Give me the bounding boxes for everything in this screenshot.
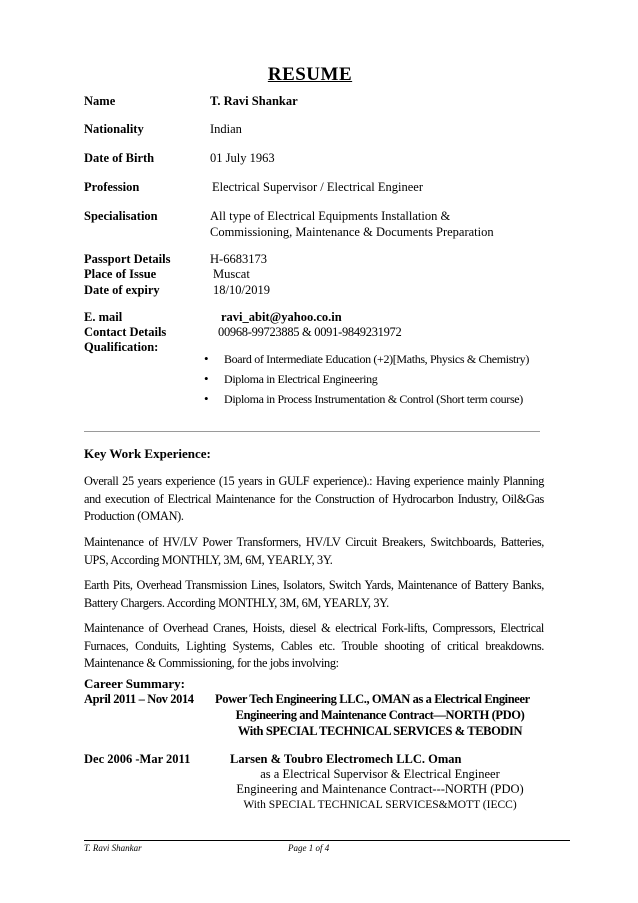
career-summary-heading: Career Summary: bbox=[84, 676, 185, 691]
experience-paragraph: Maintenance of Overhead Cranes, Hoists, diesel & electrical Fork-lifts, Compressors, Electrical Furnaces, Conduits, Lighting Systems, Cables etc. Trouble shooting of critical breakdowns. Maintenance & Commissioning, for the jobs involving: bbox=[84, 621, 544, 670]
contact-value: 00968-99723885 & 0091-9849231972 bbox=[218, 325, 402, 339]
place-of-issue-value: Muscat bbox=[213, 267, 250, 281]
qualification-item: • Board of Intermediate Education (+2)[Maths, Physics & Chemistry) bbox=[204, 352, 529, 372]
email-value: ravi_abit@yahoo.co.in bbox=[221, 310, 342, 324]
qualification-list bbox=[204, 352, 529, 412]
nationality-value: Indian bbox=[210, 122, 242, 136]
profession-label: Profession bbox=[84, 180, 140, 194]
qualification-item: • Diploma in Process Instrumentation & Control (Short term course) bbox=[204, 392, 529, 412]
contact-label: Contact Details bbox=[84, 325, 167, 339]
career-contract: Engineering and Maintenance Contract---NORTH (PDO) bbox=[236, 782, 524, 796]
specialisation-label: Specialisation bbox=[84, 209, 158, 223]
career-partner: With SPECIAL TECHNICAL SERVICES&MOTT (IECC) bbox=[243, 799, 517, 811]
career-company: Power Tech Engineering LLC., OMAN as a Electrical Engineer bbox=[215, 692, 530, 706]
email-label: E. mail bbox=[84, 310, 123, 324]
resume-title: RESUME bbox=[267, 64, 353, 85]
career-period: Dec 2006 -Mar 2011 bbox=[84, 752, 191, 766]
dob-label: Date of Birth bbox=[84, 151, 155, 165]
specialisation-line2: Commissioning, Maintenance & Documents Preparation bbox=[210, 225, 494, 239]
profession-value: Electrical Supervisor / Electrical Engineer bbox=[212, 180, 424, 194]
career-partner: With SPECIAL TECHNICAL SERVICES & TEBODIN bbox=[237, 724, 523, 738]
key-experience-heading: Key Work Experience: bbox=[84, 446, 211, 461]
footer-divider bbox=[84, 840, 570, 841]
career-role: as a Electrical Supervisor & Electrical Engineer bbox=[260, 767, 500, 781]
passport-value: H-6683173 bbox=[210, 252, 267, 266]
name-value: T. Ravi Shankar bbox=[210, 94, 298, 108]
expiry-label: Date of expiry bbox=[84, 283, 160, 297]
experience-paragraph: Overall 25 years experience (15 years in GULF experience).: Having experience mainly Planning and execution of Electrical Maintenance for the Construction of Hydrocarbon Industry, Oil&Gas Production (OMAN). bbox=[84, 474, 544, 523]
dob-value: 01 July 1963 bbox=[210, 151, 275, 165]
career-contract: Engineering and Maintenance Contract—NORTH (PDO) bbox=[235, 708, 525, 722]
experience-paragraph: Maintenance of HV/LV Power Transformers, HV/LV Circuit Breakers, Switchboards, Batteries, UPS, According MONTHLY, 3M, 6M, YEARLY, 3Y. bbox=[84, 535, 544, 567]
specialisation-line1: All type of Electrical Equipments Installation & bbox=[210, 209, 451, 223]
qualification-item: • Diploma in Electrical Engineering bbox=[204, 372, 529, 392]
experience-paragraph: Earth Pits, Overhead Transmission Lines, Isolators, Switch Yards, Maintenance of Battery Banks, Battery Chargers. According MONTHLY, 3M, 6M, YEARLY, 3Y. bbox=[84, 578, 544, 610]
footer-author: T. Ravi Shankar bbox=[84, 843, 142, 853]
career-company: Larsen & Toubro Electromech LLC. Oman bbox=[230, 752, 462, 766]
passport-label: Passport Details bbox=[84, 252, 171, 266]
career-period: April 2011 – Nov 2014 bbox=[84, 692, 194, 706]
qualification-label: Qualification: bbox=[84, 340, 159, 354]
nationality-label: Nationality bbox=[84, 122, 144, 136]
expiry-value: 18/10/2019 bbox=[213, 283, 270, 297]
place-of-issue-label: Place of Issue bbox=[84, 267, 157, 281]
footer-page-number: Page 1 of 4 bbox=[288, 843, 330, 853]
section-divider bbox=[84, 431, 540, 432]
name-label: Name bbox=[84, 94, 116, 108]
